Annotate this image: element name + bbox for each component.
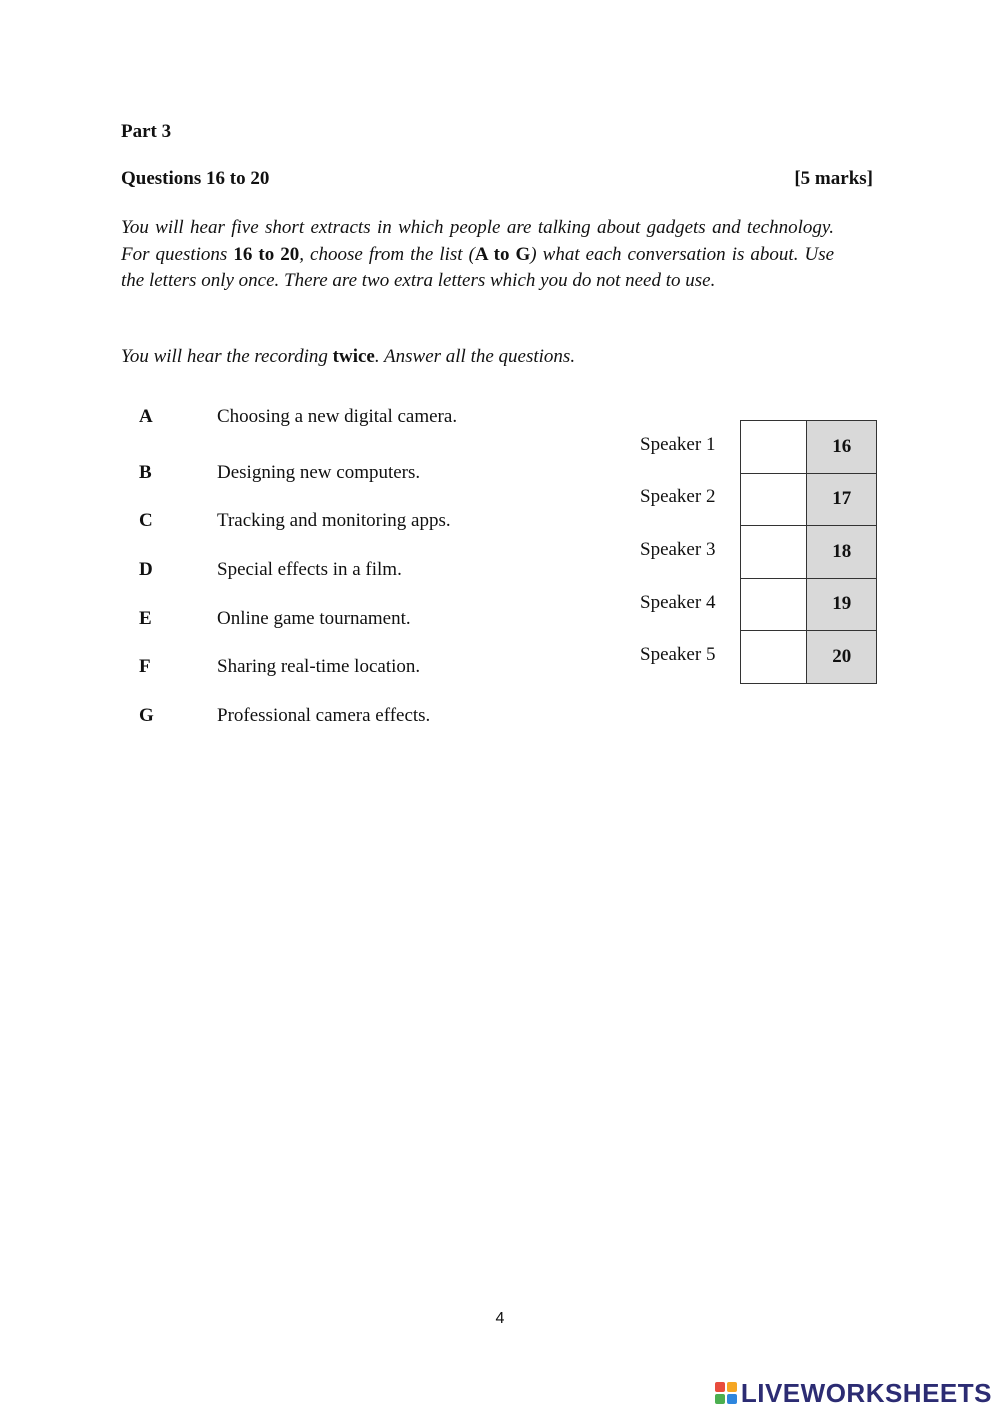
question-number: 18	[807, 526, 877, 579]
question-number: 17	[807, 473, 877, 526]
answer-box[interactable]	[741, 526, 807, 579]
speaker-label: Speaker 5	[640, 644, 716, 665]
option-text: Choosing a new digital camera.	[217, 406, 458, 427]
instructions: You will hear five short extracts in which people are talking about gadgets and technology. For questions 16 to 20, choose from the list (A to G) what each conversation is about. Use the letters only once. There are two extra letters which you do not need to use.	[121, 217, 835, 292]
answer-box[interactable]	[741, 578, 807, 631]
answer-row	[741, 473, 877, 526]
option-text: Online game tournament.	[217, 608, 411, 629]
brand-icon	[715, 1382, 737, 1404]
brand-square	[727, 1382, 737, 1392]
questions-heading: Questions 16 to 20	[121, 168, 270, 189]
question-number: 19	[807, 578, 877, 631]
instructions-recording: You will hear the recording twice. Answer all the questions.	[121, 346, 576, 367]
page-number: 4	[495, 1310, 505, 1327]
answer-box[interactable]	[741, 421, 807, 474]
answer-row	[741, 421, 877, 474]
brand-square	[715, 1382, 725, 1392]
answer-row	[741, 526, 877, 579]
speaker-label: Speaker 4	[640, 592, 716, 613]
brand-logo[interactable]	[715, 1378, 992, 1408]
speaker-label: Speaker 2	[640, 486, 716, 507]
question-number: 20	[807, 631, 877, 684]
option-letter: F	[139, 656, 151, 677]
marks-label: [5 marks]	[794, 168, 873, 189]
speaker-label: Speaker 3	[640, 539, 716, 560]
option-letter: C	[139, 510, 153, 531]
option-text: Special effects in a film.	[217, 559, 402, 580]
answer-row	[741, 631, 877, 684]
option-text: Designing new computers.	[217, 462, 421, 483]
option-letter: A	[139, 406, 153, 427]
option-letter: G	[139, 705, 154, 726]
option-letter: B	[139, 462, 152, 483]
option-letter: D	[139, 559, 153, 580]
brand-name: LIVEWORKSHEETS	[740, 1377, 992, 1408]
question-number: 16	[807, 421, 877, 474]
option-letter: E	[139, 608, 152, 629]
answer-grid	[740, 420, 877, 684]
answer-box[interactable]	[741, 631, 807, 684]
brand-square	[727, 1394, 737, 1404]
part-title: Part 3	[121, 121, 172, 142]
speaker-label: Speaker 1	[640, 434, 716, 455]
brand-square	[715, 1394, 725, 1404]
answer-box[interactable]	[741, 473, 807, 526]
answer-row	[741, 578, 877, 631]
option-text: Professional camera effects.	[217, 705, 431, 726]
option-text: Sharing real-time location.	[217, 656, 421, 677]
option-text: Tracking and monitoring apps.	[217, 510, 451, 531]
